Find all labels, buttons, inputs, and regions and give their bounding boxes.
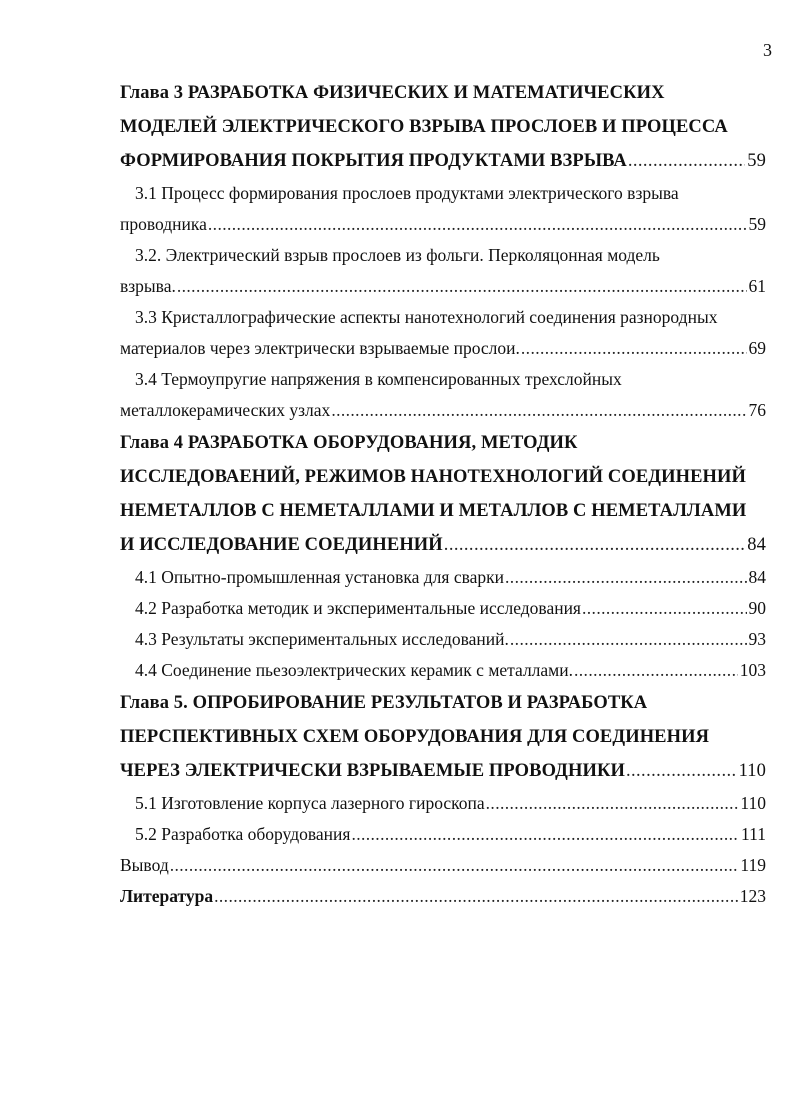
literature-toc-entry[interactable]: [120, 881, 766, 912]
dot-leader: [444, 528, 746, 562]
chapter-3-title-part-3: ФОРМИРОВАНИЯ ПОКРЫТИЯ ПРОДУКТАМИ ВЗРЫВА: [120, 151, 627, 171]
section-3-4-title-part-1: 3.4 Термоупругие напряжения в компенсированных трехслойных: [135, 369, 622, 389]
section-3-2-line-1: [120, 240, 766, 271]
section-3-3-toc-entry[interactable]: [120, 333, 766, 364]
section-3-2-toc-entry[interactable]: [120, 271, 766, 302]
section-4-3-page: 93: [748, 629, 766, 649]
dot-leader: [505, 562, 746, 593]
literature-page: 123: [739, 886, 766, 906]
dot-leader: [486, 788, 739, 819]
section-5-1-page: 110: [740, 793, 766, 813]
section-3-2-title-part-1: 3.2. Электрический взрыв прослоев из фольги. Перколяцонная модель: [135, 245, 660, 265]
chapter-3-toc-entry[interactable]: [120, 144, 766, 178]
chapter-5-page: 110: [738, 761, 766, 781]
chapter-5-title-part-3: ЧЕРЕЗ ЭЛЕКТРИЧЕСКИ ВЗРЫВАЕМЫЕ ПРОВОДНИКИ: [120, 761, 625, 781]
chapter-5-heading-line-2: [120, 720, 766, 754]
chapter-4-title-part-3: НЕМЕТАЛЛОВ С НЕМЕТАЛЛАМИ И МЕТАЛЛОВ С НЕМЕТАЛЛАМИ: [120, 501, 747, 521]
section-3-3-page: 69: [748, 338, 766, 358]
section-3-1-title-part-1: 3.1 Процесс формирования прослоев продуктами электрического взрыва: [135, 183, 679, 203]
chapter-4-page: 84: [747, 535, 766, 555]
section-4-2-page: 90: [748, 598, 766, 618]
section-3-4-line-1: [120, 364, 766, 395]
chapter-4-toc-entry[interactable]: [120, 528, 766, 562]
page-number: 3: [763, 40, 772, 60]
chapter-3-heading-line-2: [120, 110, 766, 144]
section-3-1-title-part-2: проводника: [120, 214, 207, 234]
dot-leader: [208, 209, 747, 240]
section-4-1-toc-entry[interactable]: [120, 562, 766, 593]
chapter-5-title-part-1: Глава 5. ОПРОБИРОВАНИЕ РЕЗУЛЬТАТОВ И РАЗРАБОТКА: [120, 693, 648, 713]
dot-leader: [574, 655, 738, 686]
section-3-4-page: 76: [748, 400, 766, 420]
section-4-2-toc-entry[interactable]: [120, 593, 766, 624]
chapter-4-heading-line-2: [120, 460, 766, 494]
dot-leader: [214, 881, 738, 912]
chapter-4-title-part-4: И ИССЛЕДОВАНИЕ СОЕДИНЕНИЙ: [120, 535, 443, 555]
dot-leader: [626, 754, 737, 788]
chapter-5-heading-line-1: [120, 686, 766, 720]
chapter-3-heading-line-1: [120, 76, 766, 110]
chapter-4-title-part-1: Глава 4 РАЗРАБОТКА ОБОРУДОВАНИЯ, МЕТОДИК: [120, 433, 578, 453]
chapter-3-title-part-1: Глава 3 РАЗРАБОТКА ФИЗИЧЕСКИХ И МАТЕМАТИЧЕСКИХ: [120, 83, 665, 103]
section-3-1-toc-entry[interactable]: [120, 209, 766, 240]
section-3-4-toc-entry[interactable]: [120, 395, 766, 426]
section-3-3-line-1: [120, 302, 766, 333]
chapter-5-title-part-2: ПЕРСПЕКТИВНЫХ СХЕМ ОБОРУДОВАНИЯ ДЛЯ СОЕДИНЕНИЯ: [120, 727, 710, 747]
dot-leader: [177, 271, 747, 302]
dot-leader: [628, 144, 745, 178]
chapter-4-title-part-2: ИССЛЕДОВАЕНИЙ, РЕЖИМОВ НАНОТЕХНОЛОГИЙ СОЕДИНЕНИЙ: [120, 467, 747, 487]
section-3-2-title-part-2: взрыва.: [120, 276, 176, 296]
dot-leader: [331, 395, 746, 426]
conclusion-page: 119: [740, 855, 766, 875]
section-4-4-title: 4.4 Соединение пьезоэлектрических керамик с металлами.: [135, 660, 573, 680]
section-3-4-title-part-2: металлокерамических узлах: [120, 400, 331, 420]
section-5-2-title: 5.2 Разработка оборудования: [135, 824, 351, 844]
section-5-1-toc-entry[interactable]: [120, 788, 766, 819]
chapter-3-title-part-2: МОДЕЛЕЙ ЭЛЕКТРИЧЕСКОГО ВЗРЫВА ПРОСЛОЕВ И ПРОЦЕССА: [120, 117, 728, 137]
conclusion-toc-entry[interactable]: [120, 850, 766, 881]
section-4-3-title: 4.3 Результаты экспериментальных исследований.: [135, 629, 509, 649]
section-3-3-title-part-1: 3.3 Кристаллографические аспекты нанотехнологий соединения разнородных: [135, 307, 718, 327]
section-4-1-title: 4.1 Опытно-промышленная установка для сварки: [135, 567, 505, 587]
dot-leader: [510, 624, 747, 655]
section-4-2-title: 4.2 Разработка методик и экспериментальные исследования: [135, 598, 581, 618]
chapter-5-toc-entry[interactable]: [120, 754, 766, 788]
section-3-1-line-1: [120, 178, 766, 209]
section-4-4-toc-entry[interactable]: [120, 655, 766, 686]
dot-leader: [521, 333, 747, 364]
section-3-1-page: 59: [748, 214, 766, 234]
chapter-3-page: 59: [747, 151, 766, 171]
section-4-4-page: 103: [739, 660, 766, 680]
conclusion-title: Вывод: [120, 855, 169, 875]
dot-leader: [170, 850, 739, 881]
literature-title: Литература: [120, 886, 214, 906]
section-5-2-page: 111: [741, 824, 766, 844]
dot-leader: [351, 819, 739, 850]
section-4-3-toc-entry[interactable]: [120, 624, 766, 655]
section-3-2-page: 61: [748, 276, 766, 296]
chapter-4-heading-line-3: [120, 494, 766, 528]
section-5-1-title: 5.1 Изготовление корпуса лазерного гироскопа: [135, 793, 485, 813]
section-4-1-page: 84: [748, 567, 766, 587]
dot-leader: [582, 593, 747, 624]
table-of-contents: [120, 76, 766, 912]
section-3-3-title-part-2: материалов через электрически взрываемые прослои.: [120, 338, 520, 358]
chapter-4-heading-line-1: [120, 426, 766, 460]
section-5-2-toc-entry[interactable]: [120, 819, 766, 850]
